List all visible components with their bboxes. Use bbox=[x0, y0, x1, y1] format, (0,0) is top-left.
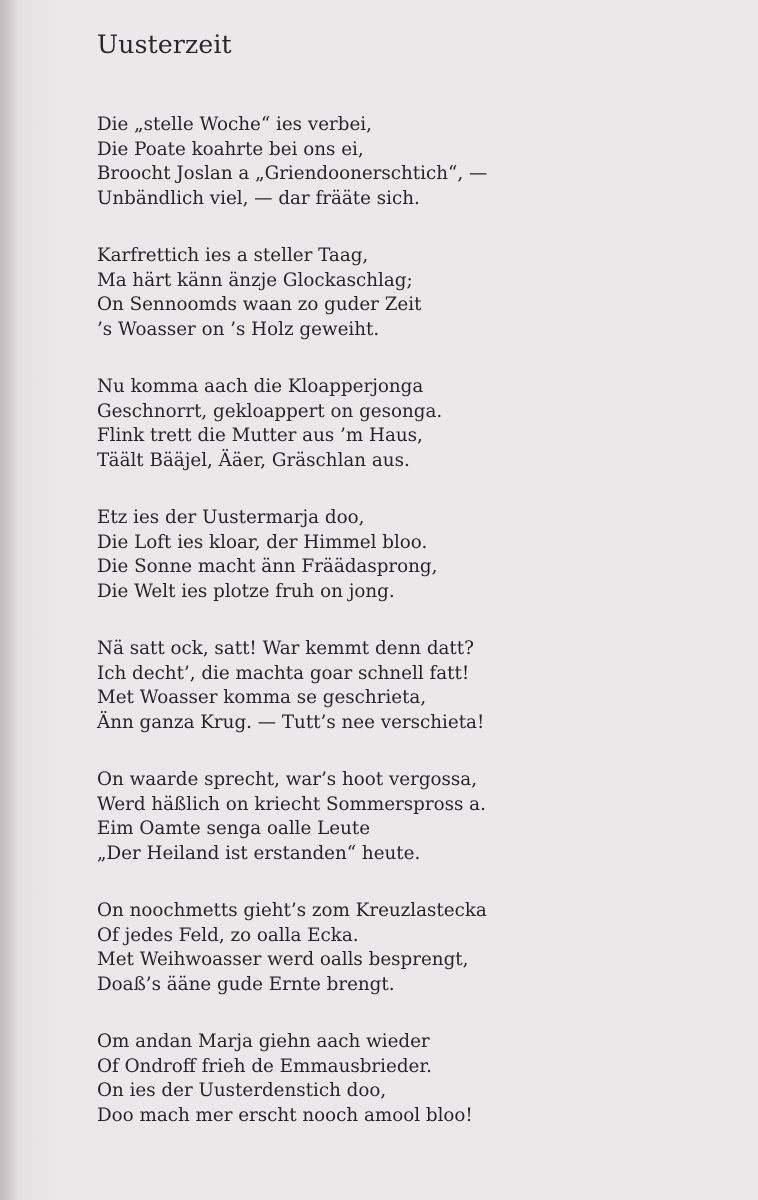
poem-line: Ich decht’, die machta goar schnell fatt! bbox=[97, 662, 470, 684]
spine-shadow bbox=[0, 0, 18, 1200]
poem-title: Uusterzeit bbox=[97, 30, 232, 59]
stanza bbox=[97, 637, 737, 735]
poem-line: Eim Oamte senga oalle Leute bbox=[97, 818, 371, 839]
poem-line: Die Sonne macht änn Fräädasprong, bbox=[97, 556, 438, 577]
poem-line: ’s Woasser on ’s Holz geweiht. bbox=[97, 318, 380, 340]
poem-line: Met Woasser komma se geschrieta, bbox=[97, 687, 427, 708]
poem-line: On waarde sprecht, war’s hoot vergossa, bbox=[97, 769, 478, 790]
poem-line: Etz ies der Uustermarja doo, bbox=[97, 507, 365, 528]
poem-body bbox=[97, 113, 737, 1161]
poem-line: On Sennoomds waan zo guder Zeit bbox=[97, 294, 422, 315]
stanza bbox=[97, 1030, 737, 1128]
stanza bbox=[97, 768, 737, 866]
poem-line: Unbändlich viel, — dar frääte sich. bbox=[97, 187, 420, 209]
stanza bbox=[97, 899, 737, 997]
poem-line: Die Welt ies plotze fruh on jong. bbox=[97, 580, 395, 602]
poem-line: On noochmetts gieht’s zom Kreuzlastecka bbox=[97, 900, 487, 921]
poem-line: Broocht Joslan a „Griendoonerschtich“, — bbox=[97, 163, 488, 184]
stanza bbox=[97, 375, 737, 473]
poem-line: Ma härt känn änzje Glockaschlag; bbox=[97, 269, 413, 291]
poem-line: Täält Bääjel, Ääer, Gräschlan aus. bbox=[97, 449, 410, 471]
poem-line: Of jedes Feld, zo oalla Ecka. bbox=[97, 924, 359, 946]
poem-line: On ies der Uusterdenstich doo, bbox=[97, 1080, 387, 1101]
stanza bbox=[97, 506, 737, 604]
poem-line: Die Loft ies kloar, der Himmel bloo. bbox=[97, 531, 428, 553]
poem-line: Doo mach mer erscht nooch amool bloo! bbox=[97, 1104, 473, 1126]
poem-line: Geschnorrt, gekloappert on gesonga. bbox=[97, 400, 443, 422]
poem-line: Nu komma aach die Kloapperjonga bbox=[97, 376, 424, 397]
poem-line: Karfrettich ies a steller Taag, bbox=[97, 245, 369, 266]
poem-line: Die „stelle Woche“ ies verbei, bbox=[97, 114, 372, 135]
poem-line: Die Poate koahrte bei ons ei, bbox=[97, 138, 364, 160]
poem-line: „Der Heiland ist erstanden“ heute. bbox=[97, 842, 421, 864]
poem-line: Flink trett die Mutter aus ’m Haus, bbox=[97, 425, 423, 446]
poem-line: Änn ganza Krug. — Tutt’s nee verschieta! bbox=[97, 711, 485, 733]
poem-line: Met Weihwoasser werd oalls besprengt, bbox=[97, 949, 469, 970]
poem-line: Doaß’s ääne gude Ernte brengt. bbox=[97, 973, 395, 995]
poem-line: Of Ondroff frieh de Emmausbrieder. bbox=[97, 1055, 432, 1077]
poem-line: Werd häßlich on kriecht Sommerspross a. bbox=[97, 793, 486, 815]
stanza bbox=[97, 244, 737, 342]
poem-line: Om andan Marja giehn aach wieder bbox=[97, 1031, 430, 1052]
poem-line: Nä satt ock, satt! War kemmt denn datt? bbox=[97, 638, 474, 659]
stanza bbox=[97, 113, 737, 211]
